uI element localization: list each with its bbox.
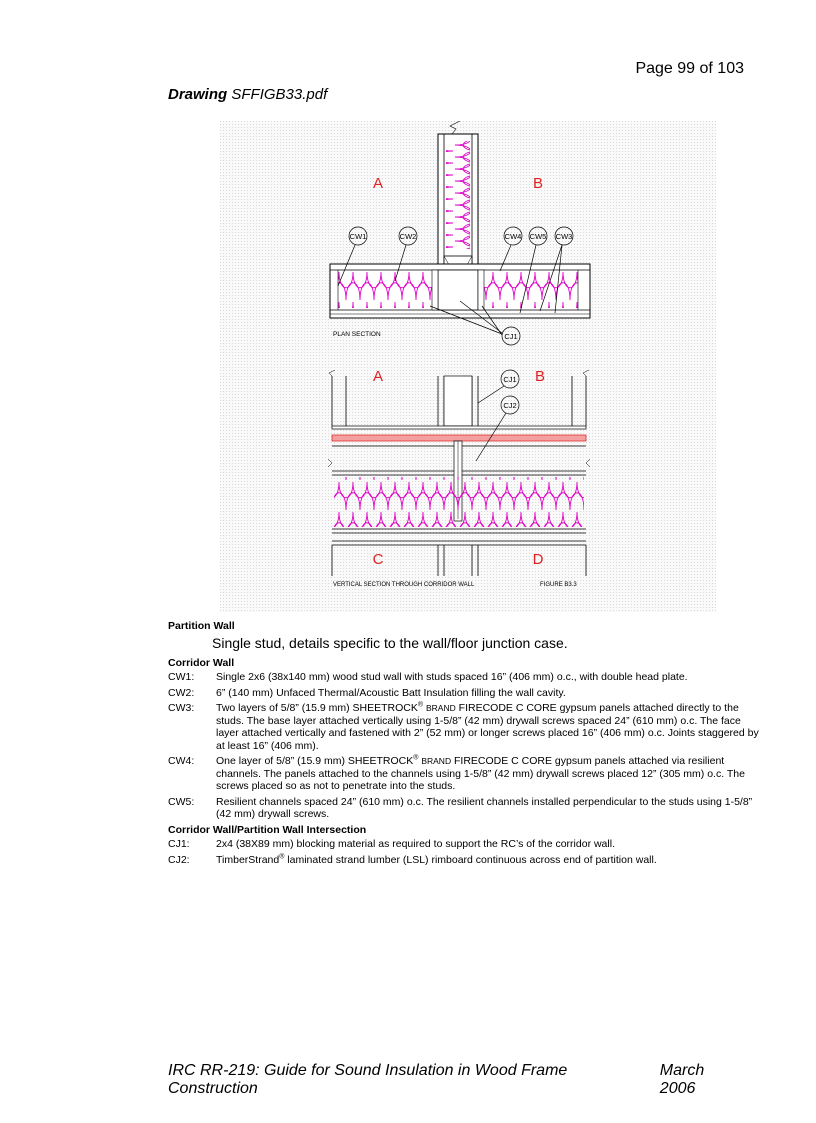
room-label-d: D — [532, 551, 544, 568]
partition-heading: Partition Wall — [168, 620, 235, 632]
room-label-c: C — [372, 551, 384, 568]
callout-cw4: CW4 — [504, 232, 522, 241]
corridor-heading: Corridor Wall — [168, 656, 235, 669]
spec-text-end: FIRECODE C CORE gypsum panels attached directly to the studs. The base layer attached vertically using 1-5/8” (42 mm) drywall screws spaced 24” (610 mm) o.c. The face layer attached vertically and fastened with 2” (52 mm) or longer screws placed 16” (406 mm) o.c. Joints staggered by at least 16” (406 mm). — [216, 702, 759, 752]
spec-item-cj1 — [168, 838, 762, 851]
spec-notes — [168, 620, 762, 869]
spec-text — [216, 755, 762, 793]
registered-mark: ® — [413, 754, 419, 762]
spec-code: CJ1: — [168, 838, 190, 850]
drawing-filename: SFFIGB33.pdf — [231, 86, 328, 103]
registered-mark: ® — [417, 701, 424, 709]
spec-item-cw1 — [168, 671, 762, 684]
spec-code: CW4: — [168, 755, 195, 767]
figure-caption: FIGURE B3.3 — [540, 582, 577, 588]
vertical-section-caption: VERTICAL SECTION THROUGH CORRIDOR WALL — [333, 582, 475, 588]
spec-code: CW1: — [168, 671, 195, 683]
spec-text: Single 2x6 (38x140 mm) wood stud wall with studs spaced 16” (406 mm) o.c., with double head plate. — [216, 671, 688, 683]
page-number: Page 99 of 103 — [635, 60, 744, 77]
spec-text-start: One layer of 5/8” (15.9 mm) SHEETROCK — [216, 755, 414, 767]
callout-cj1-plan: CJ1 — [504, 332, 518, 341]
spec-item-cw4 — [168, 755, 762, 793]
spec-text: 6” (140 mm) Unfaced Thermal/Acoustic Batt Insulation filling the wall cavity. — [216, 686, 566, 699]
spec-item-cj2 — [168, 854, 762, 867]
spec-text — [216, 854, 762, 867]
corridor-wall-plan — [330, 264, 590, 318]
room-label-b-plan: B — [532, 175, 544, 192]
callout-cj1-vertical: CJ1 — [503, 375, 517, 384]
drawing-label: Drawing — [168, 86, 228, 103]
brand-smallcaps: BRAND — [421, 756, 452, 766]
callout-cw1: CW1 — [349, 232, 367, 241]
partition-text: Single stud, details specific to the wall/floor junction case. — [212, 634, 568, 651]
plan-section-caption: PLAN SECTION — [333, 331, 381, 338]
figure-b33 — [220, 121, 716, 612]
room-label-b-vertical: B — [534, 368, 546, 385]
brand-smallcaps: BRAND — [425, 703, 456, 713]
intersection-heading: Corridor Wall/Partition Wall Intersection — [168, 823, 367, 836]
spec-text-end: laminated strand lumber (LSL) rimboard continuous across end of partition wall. — [284, 853, 657, 866]
callout-cw2: CW2 — [399, 232, 417, 241]
spec-text-start: TimberStrand — [216, 853, 280, 866]
spec-text-end: FIRECODE C CORE gypsum panels attached via resilient channels. The panels attached to the channels using 1-5/8” (42 mm) drywall screws placed 12” (305 mm) o.c. The screws placed so as not to penetrate into the studs. — [216, 755, 745, 792]
drawing-title — [168, 86, 327, 103]
spec-code: CW3: — [168, 702, 195, 714]
spec-text: 2x4 (38X89 mm) blocking material as required to support the RC’s of the corridor wall. — [216, 838, 615, 850]
spec-text-start: Two layers of 5/8” (15.9 mm) SHEETROCK — [216, 702, 418, 714]
spec-text: Resilient channels spaced 24” (610 mm) o.c. The resilient channels installed perpendicular to the studs using 1-5/8” (42 mm) drywall screws. — [216, 795, 753, 820]
room-label-a-plan: A — [372, 175, 384, 192]
callout-cj2: CJ2 — [503, 401, 517, 410]
spec-text — [216, 702, 762, 752]
room-label-a-vertical: A — [372, 368, 384, 385]
footer-date: March 2006 — [659, 1062, 705, 1097]
spec-code: CW2: — [168, 686, 195, 699]
spec-item-cw2 — [168, 687, 762, 700]
callout-cw5: CW5 — [529, 232, 547, 241]
spec-item-cw3 — [168, 702, 762, 752]
page-footer — [168, 1062, 744, 1098]
footer-title: IRC RR-219: Guide for Sound Insulation in Wood Frame Construction — [168, 1062, 568, 1097]
spec-code: CW5: — [168, 795, 195, 808]
spec-code: CJ2: — [168, 853, 190, 866]
spec-item-cw5 — [168, 796, 762, 821]
registered-mark: ® — [279, 853, 285, 860]
callout-cw3: CW3 — [555, 232, 573, 241]
